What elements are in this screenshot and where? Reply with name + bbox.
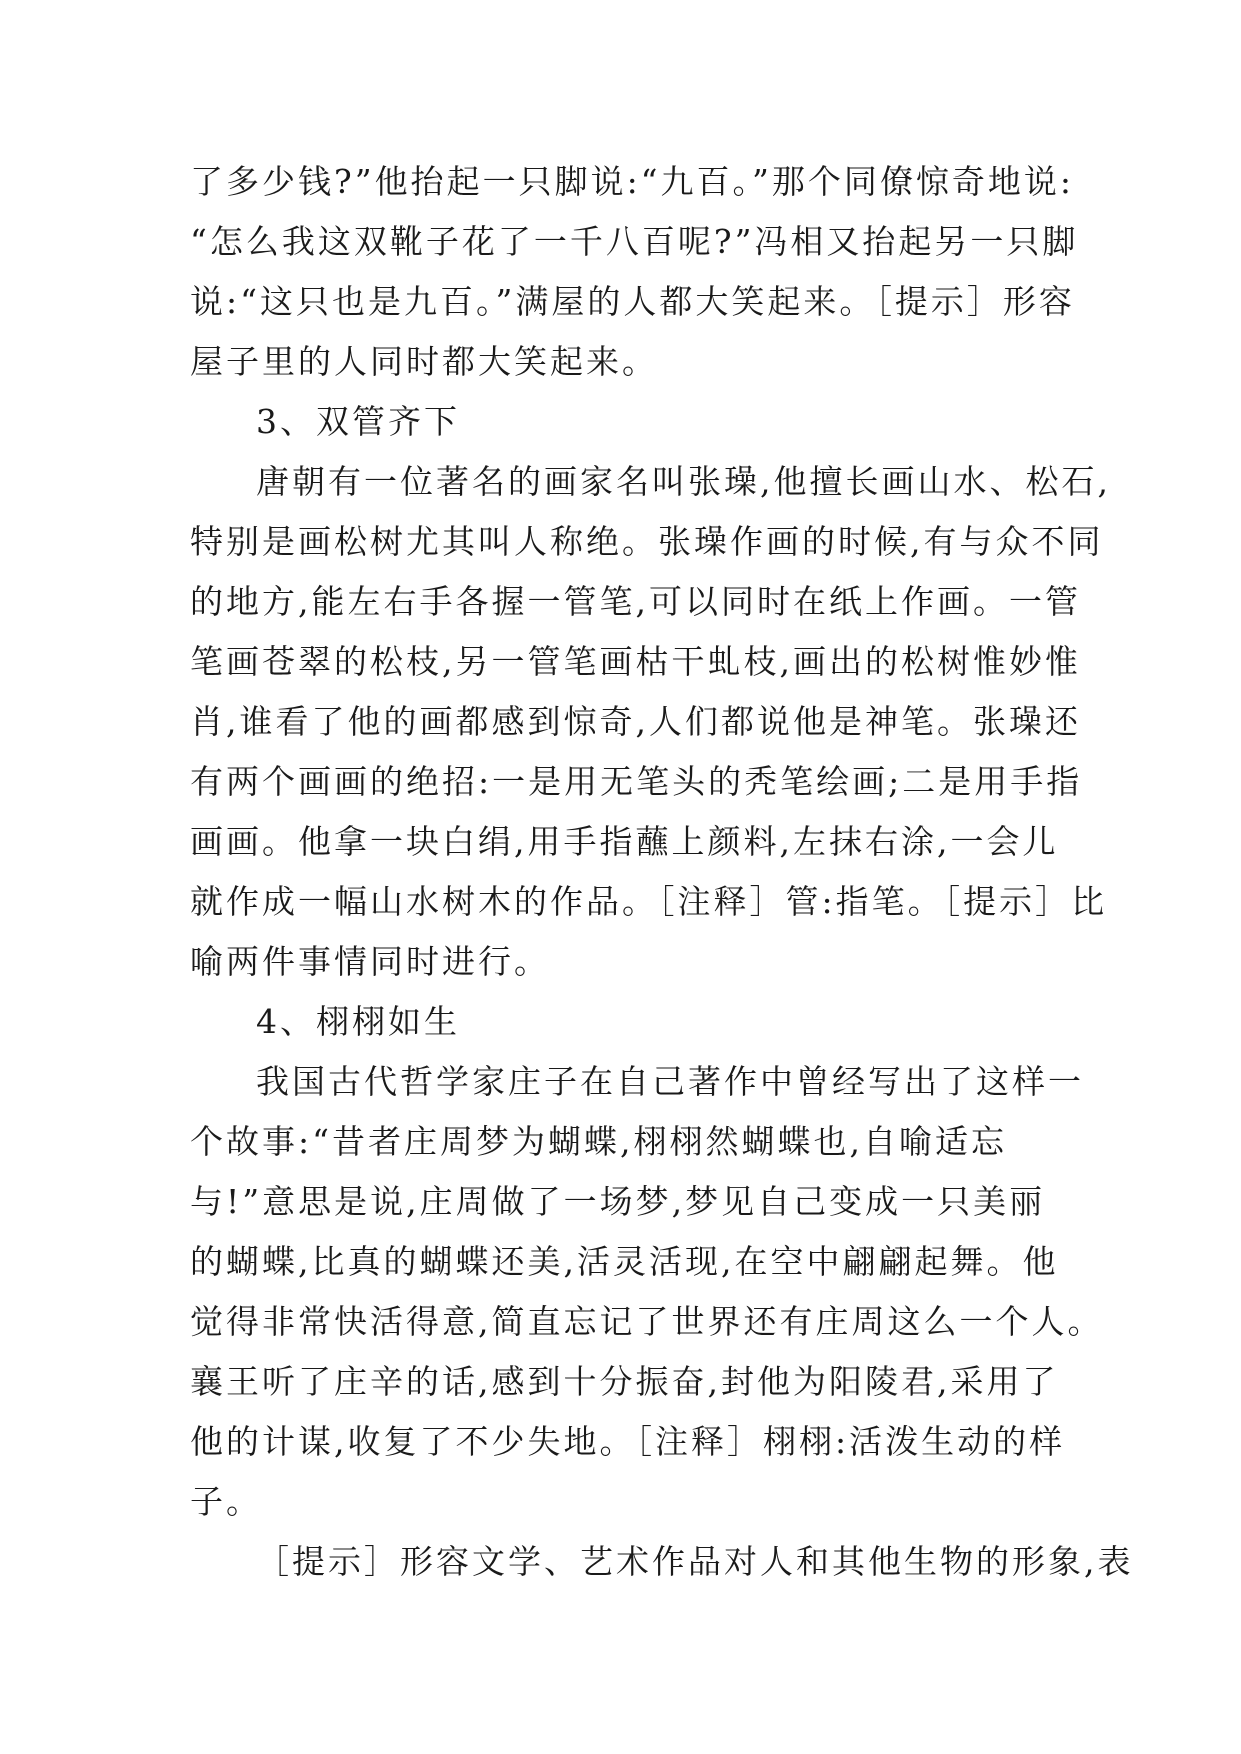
text-line: 的蝴蝶,比真的蝴蝶还美,活灵活现,在空中翩翩起舞。他 [190, 1242, 1059, 1281]
paragraph-first-line: ［提示］形容文学、艺术作品对人和其他生物的形象,表 [256, 1542, 1134, 1581]
text-line: 他的计谋,收复了不少失地。［注释］栩栩:活泼生动的样 [190, 1422, 1066, 1461]
text-line: 喻两件事情同时进行。 [190, 942, 550, 981]
text-line: 肖,谁看了他的画都感到惊奇,人们都说他是神笔。张璪还 [190, 702, 1081, 741]
paragraph-first-line: 唐朝有一位著名的画家名叫张璪,他擅长画山水、松石, [256, 462, 1111, 501]
text-line: 了多少钱?”他抬起一只脚说:“九百。”那个同僚惊奇地说: [190, 162, 1075, 201]
text-line: 的地方,能左右手各握一管笔,可以同时在纸上作画。一管 [190, 582, 1081, 621]
text-line: 有两个画画的绝招:一是用无笔头的秃笔绘画;二是用手指 [190, 762, 1083, 801]
text-line: 与!”意思是说,庄周做了一场梦,梦见自己变成一只美丽 [190, 1182, 1046, 1221]
text-line: 特别是画松树尤其叫人称绝。张璪作画的时候,有与众不同 [190, 522, 1104, 561]
text-line: 襄王听了庄辛的话,感到十分振奋,封他为阳陵君,采用了 [190, 1362, 1059, 1401]
text-line: 笔画苍翠的松枝,另一管笔画枯干虬枝,画出的松树惟妙惟 [190, 642, 1081, 681]
text-line: 说:“这只也是九百。”满屋的人都大笑起来。［提示］形容 [190, 282, 1075, 321]
document-body [190, 152, 1134, 1592]
section-heading: 3、双管齐下 [256, 402, 460, 441]
text-line: “怎么我这双靴子花了一千八百呢?”冯相又抬起另一只脚 [190, 222, 1079, 261]
section-heading: 4、栩栩如生 [256, 1002, 460, 1041]
text-line: 屋子里的人同时都大笑起来。 [190, 342, 658, 381]
text-line: 个故事:“昔者庄周梦为蝴蝶,栩栩然蝴蝶也,自喻适忘 [190, 1122, 1007, 1161]
text-line: 子。 [190, 1482, 262, 1521]
text-line: 画画。他拿一块白绢,用手指蘸上颜料,左抹右涂,一会儿 [190, 822, 1059, 861]
text-line: 觉得非常快活得意,简直忘记了世界还有庄周这么一个人。 [190, 1302, 1104, 1341]
paragraph-first-line: 我国古代哲学家庄子在自己著作中曾经写出了这样一 [256, 1062, 1084, 1101]
text-line: 就作成一幅山水树木的作品。［注释］管:指笔。［提示］比 [190, 882, 1108, 921]
